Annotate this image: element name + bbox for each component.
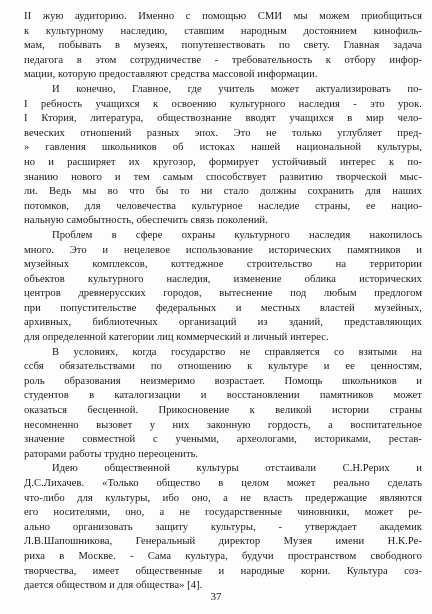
text-line: значение совместной с учеными, археологами, историками, рестав-	[24, 434, 422, 446]
text-line: центров древнерусских городов, вытеснение под любым предлогом	[24, 288, 422, 300]
text-line: потомков, для человечества культурное наследие страны, ее нацио-	[24, 200, 422, 212]
text-line: I ребность учащихся к освоению культурного наследия - это урок.	[24, 98, 422, 110]
text-line: что-либо для культуры, ибо оно, а не власть предержащие являются	[24, 492, 422, 504]
text-line: ально организовать защиту культуры, - утверждает академик	[24, 521, 422, 533]
text-line: много. Это и нецелевое использование исторических памятников и	[24, 244, 422, 256]
paragraph	[24, 462, 422, 593]
text-line: его носителями, оно, а не государственные чиновники, может ре-	[24, 507, 422, 519]
body-text	[24, 10, 422, 594]
text-line: Д.С.Лихачев. «Только общество в целом может реально сделать	[24, 478, 422, 489]
text-line: мации, которую предоставляют средства массовой информации.	[24, 69, 318, 81]
text-line: I Ктория, литература, обществознание вводят учащихся в мир чело-	[24, 113, 422, 125]
text-line: II жую аудиторию. Именно с помощью СМИ мы можем приобщиться	[24, 11, 422, 22]
text-line: для определенной категории лиц коммерческий и личный интерес.	[24, 332, 329, 344]
text-line: мам, побывать в музеях, попутешествовать по свету. Главная задача	[24, 40, 422, 52]
text-line: раторами работы трудно переоценить.	[24, 448, 199, 460]
text-line: архивных, библиотечных организаций из зданий, представляющих	[24, 317, 422, 329]
text-line: И конечно, Главное, где учитель может актуализировать по-	[52, 83, 422, 95]
paragraph	[24, 10, 422, 83]
text-line: объектов культурного наследия, изменение облика исторических	[24, 273, 422, 285]
page-number: 37	[210, 591, 222, 603]
text-line: » гавления школьников об истоках нашей национальной культуры,	[24, 142, 422, 154]
text-line: веческих отношений разных эпох. Это не только углубляет пред-	[24, 127, 422, 139]
text-line: ссбя обязательствами по отношению к культуре и ее ценностям,	[24, 361, 422, 373]
text-line: музейных комплексов, коттеджное строительство на территории	[24, 259, 422, 271]
paragraph	[24, 229, 422, 346]
text-line: дается обществом и для общества» [4].	[24, 580, 203, 592]
text-line: к культурному наследию, ставшим народным достоянием кинофиль-	[24, 25, 422, 37]
text-line: В условиях, когда государство не справляется со взятыми на	[52, 346, 422, 358]
text-line: творчества, имеет общественные и народные корни. Культура соз-	[24, 565, 422, 577]
text-line: оказаться бесценной. Прикосновение к великой истории страны	[24, 405, 422, 417]
text-line: Проблем в сфере охраны культурного наследия накопилось	[52, 229, 422, 241]
text-line: ли. Ведь мы во что бы то ни стало должны сохранить для наших	[24, 186, 422, 198]
text-line: Л.В.Шапошникова, Генеральный директор Музея имени Н.К.Ре-	[24, 536, 422, 548]
paragraph	[24, 346, 422, 463]
text-line: нальную самобытность, обеспечить связь поколений.	[24, 215, 268, 227]
text-line: несомненно вызовет у них законную гордость, а воспитательное	[24, 419, 422, 431]
text-line: риха в Москве. - Сама культура, будучи пространством свободного	[24, 550, 422, 562]
text-line: но и расширяет их кругозор, формирует устойчивый интерес к по-	[24, 156, 422, 168]
text-line: при попустительстве федеральных и местных властей музейных,	[24, 302, 422, 314]
text-line: Идею общественной культуры отстаивали С.Н.Рерих и	[52, 463, 422, 475]
text-line: педагога в этом сотрудничестве - требовательность к отбору инфор-	[24, 54, 422, 66]
text-line: студентов в каталогизации и восстановлении памятников может	[24, 390, 422, 402]
text-line: роль образования неизмеримо возрастает. Помощь школьников и	[24, 375, 422, 387]
text-line: знанию нового и тем самым способствует развитию творческой мыс-	[24, 171, 422, 183]
paragraph	[24, 83, 422, 229]
